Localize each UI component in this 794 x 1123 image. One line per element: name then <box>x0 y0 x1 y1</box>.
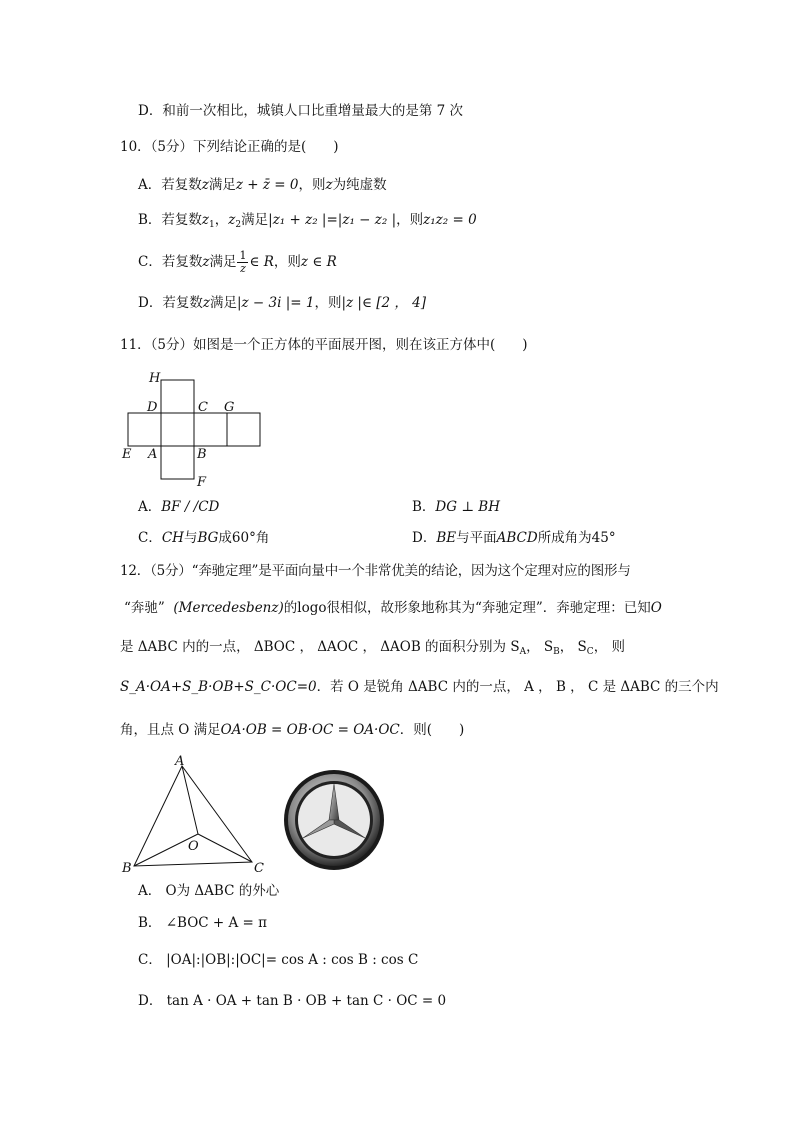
label-c: C <box>254 861 264 876</box>
q10-option-c: C．若复数z满足 $\frac{1}{z}$ ∈ R，则z ∈ R <box>138 249 337 275</box>
q11-option-a: A．BF / /CD <box>138 499 220 515</box>
label-e: E <box>122 447 132 462</box>
q10-option-b: B．若复数$z_1$，$z_2$满足|z₁ + z₂ |=|z₁ − z₂ |，则z₁z₂ = 0 <box>138 212 477 230</box>
net-square-bottom <box>161 446 194 479</box>
net-square-right2 <box>227 413 260 446</box>
label-a: A <box>175 754 185 769</box>
fraction-1-over-z: $\frac{1}{z}$ <box>239 249 247 275</box>
triangle-figure <box>118 752 270 876</box>
label-a: A <box>148 447 158 462</box>
label-b: B <box>197 447 207 462</box>
q12-stem-line1: 12．（5分）“奔驰定理”是平面向量中一个非常优美的结论，因为这个定理对应的图形与 <box>120 563 631 579</box>
dot-product-equality: OA·OB = OB·OC = OA·OC <box>220 722 400 738</box>
q11-option-c: C．CH与BG成60°角 <box>138 530 270 546</box>
q12-option-a: A． O为 ΔABC 的外心 <box>138 883 280 899</box>
q12-option-c: C． |OA|:|OB|:|OC|= cos A : cos B : cos C <box>138 952 419 968</box>
label-h: H <box>149 371 161 386</box>
label-b: B <box>122 861 132 876</box>
cube-net-figure <box>118 366 278 490</box>
q9-option-d: D．和前一次相比，城镇人口比重增量最大的是第 7 次 <box>138 103 463 119</box>
q12-stem-line5: 角，且点 O 满足OA·OB = OB·OC = OA·OC．则( ) <box>120 722 465 738</box>
q11-option-d: D．BE与平面ABCD所成角为45° <box>412 530 616 546</box>
q12-stem-line2: “奔驰” (Mercedesbenz)的logo很相似，故形象地称其为“奔驰定理”．奔驰定理：已知O <box>124 600 662 616</box>
q12-option-d: D． tan A · OA + tan B · OB + tan C · OC = 0 <box>138 993 447 1009</box>
net-square-top <box>161 380 194 413</box>
q10-stem: 10．（5分）下列结论正确的是( ) <box>120 139 339 155</box>
q11-stem: 11．（5分）如图是一个正方体的平面展开图，则在该正方体中( ) <box>120 337 528 353</box>
label-d: D <box>147 400 158 415</box>
q11-option-b: B．DG ⊥ BH <box>412 499 501 515</box>
label-g: G <box>224 400 235 415</box>
segment-oc <box>198 834 252 862</box>
vector-sum-expression: S_A·OA+S_B·OB+S_C·OC=0 <box>120 679 317 695</box>
net-square-right1 <box>194 413 227 446</box>
q12-stem-line3: 是 ΔABC 内的一点， ΔBOC ， ΔAOC ， ΔAOB 的面积分别为 $S_A$， $S_B$， $S_C$， 则 <box>120 639 625 657</box>
label-c: C <box>198 400 208 415</box>
label-f: F <box>197 475 207 490</box>
label-o: O <box>188 839 199 854</box>
q12-stem-line4: S_A·OA+S_B·OB+S_C·OC=0．若 O 是锐角 ΔABC 内的一点， A ， B ， C 是 ΔABC 的三个内 <box>120 679 719 695</box>
q10-option-a: A．若复数z满足z + z̄ = 0，则z为纯虚数 <box>138 177 387 193</box>
mercedes-logo-image <box>282 768 386 872</box>
q12-option-b: B． ∠BOC + A = π <box>138 915 268 931</box>
q10-option-d: D．若复数z满足|z − 3i |= 1，则|z |∈ [2 ， 4] <box>138 295 427 311</box>
net-square-center <box>161 413 194 446</box>
net-square-left <box>128 413 161 446</box>
